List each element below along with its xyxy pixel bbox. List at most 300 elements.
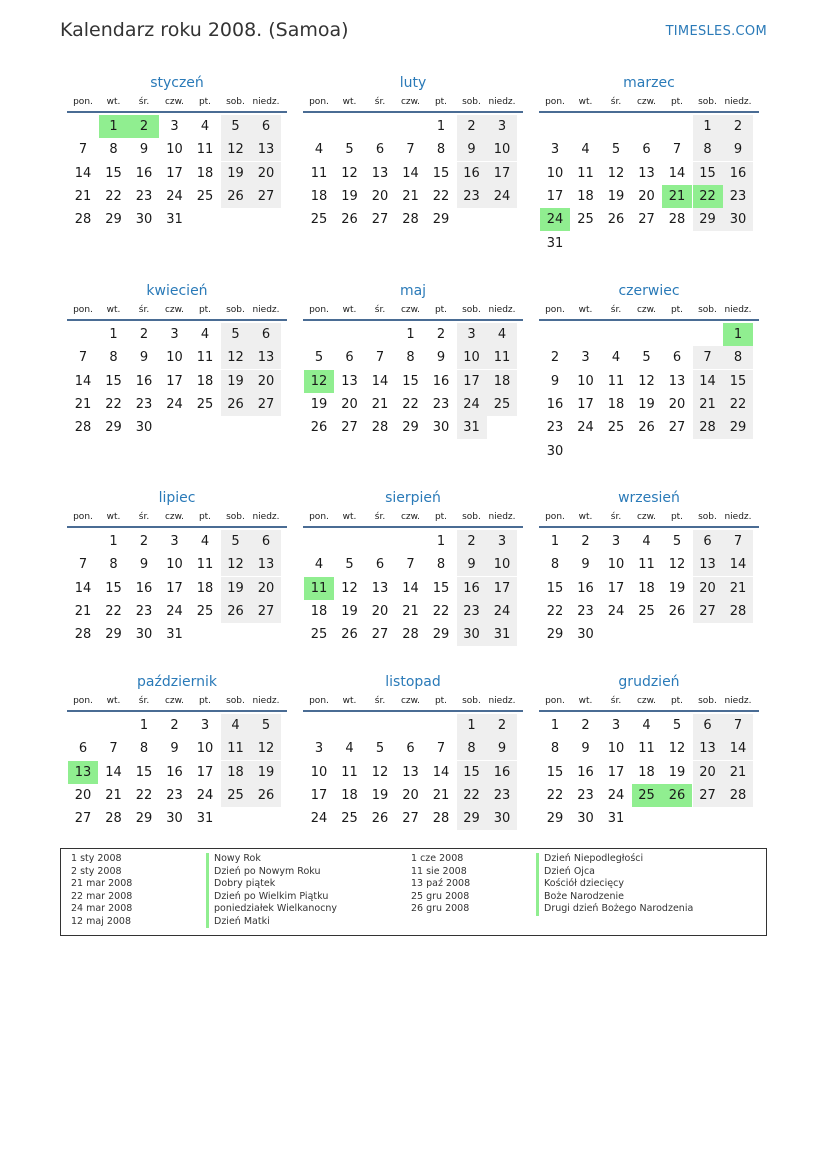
weekday-label: pon. bbox=[545, 305, 565, 315]
legend-holiday-name-text: poniedziałek Wielkanocny bbox=[206, 903, 337, 916]
month-name: wrzesień bbox=[618, 490, 680, 506]
day-cell: 11 bbox=[607, 373, 625, 389]
day-cell: 7 bbox=[109, 741, 118, 757]
day-cell: 20 bbox=[251, 162, 281, 185]
day-cell: 25 bbox=[196, 188, 214, 204]
weekday-label: niedz. bbox=[724, 512, 752, 522]
day-grid bbox=[67, 714, 287, 854]
day-cell: 18 bbox=[196, 580, 214, 596]
day-cell: 31 bbox=[166, 212, 183, 228]
day-cell: 9 bbox=[581, 741, 590, 757]
day-cell: 17 bbox=[310, 787, 328, 803]
day-cell: 3 bbox=[200, 718, 210, 733]
day-cell: 8 bbox=[550, 557, 560, 573]
weekday-label: wt. bbox=[578, 305, 593, 315]
day-cell: 14 bbox=[371, 373, 389, 389]
day-cell: 31 bbox=[166, 627, 183, 643]
day-cell: 7 bbox=[375, 350, 385, 366]
day-cell: 10 bbox=[166, 142, 183, 158]
weekday-label: niedz. bbox=[724, 696, 752, 706]
day-cell: 29 bbox=[432, 627, 450, 643]
day-cell: 7 bbox=[723, 530, 753, 553]
day-cell: 23 bbox=[432, 396, 450, 412]
day-cell: 4 bbox=[221, 714, 251, 737]
legend-holiday-name bbox=[206, 916, 337, 929]
legend-holiday-date: 1 sty 2008 bbox=[71, 853, 122, 864]
day-cell: 30 bbox=[432, 420, 450, 436]
month-name: kwiecień bbox=[146, 283, 208, 299]
day-cell: 20 bbox=[341, 396, 358, 412]
weekday-label: pt. bbox=[670, 512, 684, 522]
day-cell: 22 bbox=[105, 396, 122, 412]
legend-dates-right bbox=[411, 853, 470, 916]
day-cell: 16 bbox=[577, 764, 594, 780]
day-cell: 18 bbox=[310, 188, 328, 204]
day-cell: 8 bbox=[457, 737, 487, 760]
day-cell: 3 bbox=[170, 327, 179, 342]
day-cell: 5 bbox=[345, 142, 354, 158]
day-cell: 25 bbox=[196, 603, 214, 619]
day-cell: 20 bbox=[638, 188, 655, 204]
day-cell: 28 bbox=[693, 416, 723, 439]
weekday-label: czw. bbox=[164, 305, 185, 315]
day-cell: 14 bbox=[105, 764, 122, 780]
site-logo[interactable]: TIMESLES.COM bbox=[665, 24, 767, 39]
day-cell: 5 bbox=[672, 534, 682, 549]
day-cell: 22 bbox=[105, 603, 122, 619]
legend-holiday-date: 12 maj 2008 bbox=[71, 915, 132, 927]
weekday-label: wt. bbox=[342, 305, 357, 315]
day-cell: 6 bbox=[78, 741, 88, 757]
weekday-label: pt. bbox=[198, 305, 212, 315]
legend-holiday-date: 13 paź 2008 bbox=[411, 878, 471, 889]
day-cell: 30 bbox=[166, 811, 183, 827]
day-cell: 30 bbox=[577, 811, 594, 827]
weekday-label: sob. bbox=[698, 696, 717, 706]
legend-holiday-name bbox=[536, 853, 693, 866]
weekday-label: pt. bbox=[434, 512, 448, 522]
day-cell: 26 bbox=[310, 420, 328, 436]
day-cell: 2 bbox=[139, 327, 149, 342]
day-cell: 20 bbox=[693, 761, 723, 784]
day-cell: 26 bbox=[221, 393, 251, 416]
day-cell: 3 bbox=[611, 534, 621, 549]
legend-holiday-name-text: Boże Narodzenie bbox=[536, 891, 693, 904]
day-cell: 15 bbox=[432, 165, 450, 181]
day-cell: 23 bbox=[457, 600, 487, 623]
day-cell: 3 bbox=[314, 741, 324, 757]
day-cell: 8 bbox=[723, 346, 753, 369]
day-cell: 12 bbox=[668, 741, 686, 757]
day-cell: 6 bbox=[672, 350, 682, 366]
day-cell: 21 bbox=[432, 787, 450, 803]
day-cell: 7 bbox=[436, 741, 446, 757]
legend-holiday-name bbox=[206, 903, 337, 916]
weekday-label: czw. bbox=[636, 305, 657, 315]
weekday-label: śr. bbox=[374, 696, 386, 706]
day-cell: 5 bbox=[221, 530, 251, 553]
day-cell: 23 bbox=[577, 603, 594, 619]
day-cell: 27 bbox=[402, 811, 419, 827]
weekday-label: niedz. bbox=[252, 696, 280, 706]
legend-holiday-name bbox=[536, 878, 693, 891]
day-cell: 5 bbox=[221, 323, 251, 346]
month-name: marzec bbox=[623, 75, 675, 91]
weekday-label: czw. bbox=[164, 97, 185, 107]
day-cell: 13 bbox=[251, 553, 281, 576]
day-cell: 15 bbox=[546, 580, 564, 596]
day-cell: 7 bbox=[406, 142, 415, 158]
day-cell: 16 bbox=[577, 580, 594, 596]
day-cell: 26 bbox=[371, 811, 389, 827]
holiday-day-cell: 13 bbox=[68, 761, 98, 784]
day-cell: 2 bbox=[457, 115, 487, 138]
day-cell: 2 bbox=[581, 718, 590, 733]
holiday-day-cell: 26 bbox=[662, 784, 692, 807]
day-grid bbox=[303, 714, 523, 854]
day-cell: 9 bbox=[487, 737, 517, 760]
holiday-day-cell: 12 bbox=[304, 370, 334, 393]
day-cell: 23 bbox=[546, 420, 564, 436]
day-cell: 23 bbox=[135, 603, 153, 619]
day-cell: 6 bbox=[251, 323, 281, 346]
legend-holiday-date: 1 cze 2008 bbox=[411, 853, 464, 864]
page-title: Kalendarz roku 2008. (Samoa) bbox=[60, 19, 349, 41]
weekday-label: niedz. bbox=[724, 305, 752, 315]
day-cell: 1 bbox=[436, 534, 446, 549]
day-cell: 6 bbox=[251, 115, 281, 138]
legend-holiday-date: 11 sie 2008 bbox=[411, 865, 467, 877]
day-cell: 5 bbox=[611, 142, 621, 158]
day-cell: 17 bbox=[607, 580, 625, 596]
weekday-label: sob. bbox=[698, 305, 717, 315]
day-cell: 13 bbox=[251, 346, 281, 369]
day-cell: 27 bbox=[693, 784, 723, 807]
day-cell: 2 bbox=[139, 534, 149, 549]
day-cell: 21 bbox=[693, 393, 723, 416]
weekday-label: sob. bbox=[462, 97, 481, 107]
day-cell: 21 bbox=[371, 396, 389, 412]
day-grid bbox=[539, 323, 759, 463]
day-cell: 29 bbox=[546, 627, 564, 643]
day-cell: 5 bbox=[642, 350, 651, 366]
month-name: czerwiec bbox=[618, 283, 680, 299]
day-cell: 29 bbox=[402, 420, 419, 436]
day-cell: 7 bbox=[406, 557, 415, 573]
day-cell: 18 bbox=[341, 787, 358, 803]
day-cell: 4 bbox=[642, 718, 651, 733]
day-cell: 23 bbox=[577, 787, 594, 803]
day-cell: 19 bbox=[638, 396, 655, 412]
day-cell: 14 bbox=[74, 580, 92, 596]
day-cell: 12 bbox=[221, 346, 251, 369]
day-cell: 6 bbox=[406, 741, 415, 757]
day-cell: 28 bbox=[432, 811, 450, 827]
day-cell: 14 bbox=[723, 737, 753, 760]
day-cell: 5 bbox=[672, 718, 682, 733]
legend-names-left bbox=[206, 853, 337, 928]
day-cell: 1 bbox=[139, 718, 149, 733]
day-cell: 8 bbox=[436, 142, 446, 158]
weekday-label: pon. bbox=[309, 512, 329, 522]
day-cell: 30 bbox=[135, 627, 153, 643]
legend-holiday-date: 24 mar 2008 bbox=[71, 903, 133, 914]
day-cell: 22 bbox=[432, 603, 450, 619]
day-cell: 16 bbox=[457, 162, 487, 185]
day-cell: 1 bbox=[693, 115, 723, 138]
weekday-label: sob. bbox=[226, 696, 245, 706]
day-cell: 4 bbox=[642, 534, 651, 549]
weekday-label: sob. bbox=[462, 696, 481, 706]
holiday-day-cell: 25 bbox=[632, 784, 662, 807]
weekday-label: sob. bbox=[462, 512, 481, 522]
day-cell: 5 bbox=[314, 350, 324, 366]
weekday-label: śr. bbox=[610, 305, 622, 315]
day-cell: 30 bbox=[723, 208, 753, 231]
day-cell: 24 bbox=[166, 603, 183, 619]
weekday-label: wt. bbox=[342, 512, 357, 522]
day-cell: 6 bbox=[375, 557, 385, 573]
day-cell: 9 bbox=[550, 373, 560, 389]
day-cell: 1 bbox=[406, 327, 415, 342]
weekday-label: niedz. bbox=[252, 305, 280, 315]
month-name: grudzień bbox=[618, 674, 680, 690]
weekday-header bbox=[539, 95, 759, 113]
day-cell: 28 bbox=[402, 627, 419, 643]
day-cell: 18 bbox=[310, 603, 328, 619]
day-cell: 31 bbox=[546, 235, 564, 251]
day-cell: 30 bbox=[135, 420, 153, 436]
day-cell: 31 bbox=[487, 623, 517, 646]
day-cell: 11 bbox=[638, 741, 655, 757]
day-cell: 19 bbox=[668, 580, 686, 596]
day-cell: 27 bbox=[371, 627, 389, 643]
day-cell: 20 bbox=[74, 787, 92, 803]
day-cell: 4 bbox=[581, 142, 590, 158]
day-cell: 13 bbox=[693, 553, 723, 576]
day-cell: 12 bbox=[607, 165, 625, 181]
day-cell: 16 bbox=[135, 373, 153, 389]
day-cell: 2 bbox=[436, 327, 446, 342]
weekday-label: pon. bbox=[545, 97, 565, 107]
day-cell: 21 bbox=[402, 603, 419, 619]
weekday-label: czw. bbox=[164, 512, 185, 522]
legend-holiday-name bbox=[536, 891, 693, 904]
day-cell: 9 bbox=[139, 350, 149, 366]
day-cell: 14 bbox=[432, 764, 450, 780]
day-cell: 14 bbox=[723, 553, 753, 576]
day-cell: 4 bbox=[200, 534, 210, 549]
day-cell: 29 bbox=[457, 807, 487, 830]
day-cell: 1 bbox=[550, 534, 560, 549]
day-cell: 23 bbox=[135, 396, 153, 412]
day-cell: 4 bbox=[345, 741, 354, 757]
legend-holiday-name bbox=[206, 891, 337, 904]
day-cell: 12 bbox=[221, 138, 251, 161]
legend-holiday-date: 25 gru 2008 bbox=[411, 890, 470, 902]
day-cell: 4 bbox=[611, 350, 621, 366]
day-cell: 22 bbox=[135, 787, 153, 803]
day-grid bbox=[303, 323, 523, 463]
day-cell: 26 bbox=[668, 603, 686, 619]
legend-holiday-date: 22 mar 2008 bbox=[71, 890, 133, 902]
day-cell: 27 bbox=[668, 420, 686, 436]
day-cell: 15 bbox=[546, 764, 564, 780]
weekday-header bbox=[303, 510, 523, 528]
day-cell: 19 bbox=[310, 396, 328, 412]
day-grid bbox=[67, 530, 287, 670]
day-cell: 11 bbox=[341, 764, 358, 780]
legend-holiday-name-text: Dzień po Nowym Roku bbox=[206, 866, 337, 879]
day-cell: 17 bbox=[607, 764, 625, 780]
day-cell: 9 bbox=[581, 557, 590, 573]
day-cell: 3 bbox=[170, 119, 179, 134]
day-cell: 15 bbox=[723, 370, 753, 393]
day-cell: 15 bbox=[105, 580, 122, 596]
weekday-label: śr. bbox=[138, 512, 150, 522]
day-cell: 17 bbox=[577, 396, 594, 412]
day-cell: 26 bbox=[341, 212, 358, 228]
day-cell: 18 bbox=[196, 373, 214, 389]
day-cell: 22 bbox=[457, 784, 487, 807]
day-cell: 21 bbox=[74, 396, 92, 412]
weekday-header bbox=[539, 303, 759, 321]
weekday-label: niedz. bbox=[252, 97, 280, 107]
day-cell: 4 bbox=[200, 119, 210, 134]
weekday-header bbox=[539, 510, 759, 528]
day-cell: 4 bbox=[314, 142, 324, 158]
day-cell: 16 bbox=[135, 580, 153, 596]
day-cell: 16 bbox=[457, 577, 487, 600]
weekday-label: czw. bbox=[400, 97, 421, 107]
day-cell: 26 bbox=[221, 185, 251, 208]
weekday-label: wt. bbox=[106, 512, 121, 522]
day-cell: 15 bbox=[693, 162, 723, 185]
day-cell: 31 bbox=[457, 416, 487, 439]
day-cell: 17 bbox=[487, 577, 517, 600]
day-cell: 9 bbox=[457, 553, 487, 576]
holiday-day-cell: 1 bbox=[723, 323, 753, 346]
day-cell: 24 bbox=[487, 185, 517, 208]
day-cell: 25 bbox=[607, 420, 625, 436]
day-cell: 26 bbox=[221, 600, 251, 623]
weekday-label: pon. bbox=[73, 696, 93, 706]
weekday-label: pt. bbox=[434, 97, 448, 107]
weekday-label: niedz. bbox=[252, 512, 280, 522]
day-cell: 22 bbox=[105, 188, 122, 204]
holiday-day-cell: 24 bbox=[540, 208, 570, 231]
day-cell: 5 bbox=[345, 557, 354, 573]
day-cell: 28 bbox=[371, 420, 389, 436]
month-name: listopad bbox=[385, 674, 441, 690]
legend-holiday-name bbox=[536, 903, 693, 916]
weekday-label: śr. bbox=[610, 512, 622, 522]
weekday-label: czw. bbox=[636, 696, 657, 706]
day-cell: 23 bbox=[135, 188, 153, 204]
day-cell: 17 bbox=[457, 370, 487, 393]
day-cell: 3 bbox=[487, 530, 517, 553]
day-cell: 9 bbox=[436, 350, 446, 366]
day-cell: 3 bbox=[457, 323, 487, 346]
day-cell: 16 bbox=[135, 165, 153, 181]
day-cell: 17 bbox=[166, 373, 183, 389]
day-cell: 2 bbox=[457, 530, 487, 553]
day-cell: 18 bbox=[638, 580, 655, 596]
day-cell: 28 bbox=[723, 784, 753, 807]
day-cell: 28 bbox=[74, 627, 92, 643]
day-cell: 8 bbox=[406, 350, 415, 366]
day-cell: 29 bbox=[546, 811, 564, 827]
day-cell: 23 bbox=[723, 185, 753, 208]
legend-holiday-date: 26 gru 2008 bbox=[411, 903, 470, 914]
day-cell: 18 bbox=[196, 165, 214, 181]
day-cell: 14 bbox=[74, 165, 92, 181]
weekday-label: śr. bbox=[138, 97, 150, 107]
day-cell: 17 bbox=[487, 162, 517, 185]
day-cell: 22 bbox=[546, 787, 564, 803]
weekday-label: pon. bbox=[545, 696, 565, 706]
day-cell: 18 bbox=[487, 370, 517, 393]
day-cell: 24 bbox=[310, 811, 328, 827]
day-cell: 22 bbox=[546, 603, 564, 619]
day-cell: 17 bbox=[166, 165, 183, 181]
weekday-label: wt. bbox=[342, 97, 357, 107]
weekday-label: czw. bbox=[400, 512, 421, 522]
day-cell: 10 bbox=[577, 373, 594, 389]
month-name: lipiec bbox=[158, 490, 196, 506]
day-cell: 19 bbox=[371, 787, 389, 803]
weekday-label: sob. bbox=[462, 305, 481, 315]
day-cell: 31 bbox=[196, 811, 214, 827]
weekday-label: czw. bbox=[636, 97, 657, 107]
legend-holiday-name-text: Dzień Ojca bbox=[536, 866, 693, 879]
weekday-label: śr. bbox=[610, 97, 622, 107]
day-cell: 18 bbox=[221, 761, 251, 784]
day-cell: 29 bbox=[723, 416, 753, 439]
day-cell: 8 bbox=[693, 138, 723, 161]
weekday-label: pt. bbox=[198, 696, 212, 706]
day-cell: 25 bbox=[638, 603, 655, 619]
day-cell: 21 bbox=[105, 787, 122, 803]
weekday-header bbox=[67, 303, 287, 321]
day-cell: 15 bbox=[105, 165, 122, 181]
day-cell: 19 bbox=[251, 761, 281, 784]
day-cell: 21 bbox=[74, 188, 92, 204]
day-cell: 27 bbox=[251, 393, 281, 416]
day-cell: 20 bbox=[402, 787, 419, 803]
day-cell: 25 bbox=[196, 396, 214, 412]
day-cell: 25 bbox=[310, 212, 328, 228]
holiday-legend bbox=[60, 848, 767, 936]
day-grid bbox=[303, 115, 523, 255]
day-grid bbox=[539, 714, 759, 854]
day-cell: 27 bbox=[341, 420, 358, 436]
day-cell: 13 bbox=[638, 165, 655, 181]
day-cell: 1 bbox=[109, 534, 118, 549]
day-cell: 19 bbox=[341, 188, 358, 204]
day-cell: 9 bbox=[723, 138, 753, 161]
day-cell: 19 bbox=[341, 603, 358, 619]
holiday-day-cell: 22 bbox=[693, 185, 723, 208]
weekday-label: pon. bbox=[73, 97, 93, 107]
day-cell: 2 bbox=[487, 714, 517, 737]
day-cell: 7 bbox=[672, 142, 682, 158]
day-cell: 3 bbox=[170, 534, 179, 549]
day-cell: 30 bbox=[487, 807, 517, 830]
month-name: październik bbox=[137, 674, 217, 690]
day-cell: 28 bbox=[668, 212, 686, 228]
day-cell: 9 bbox=[457, 138, 487, 161]
